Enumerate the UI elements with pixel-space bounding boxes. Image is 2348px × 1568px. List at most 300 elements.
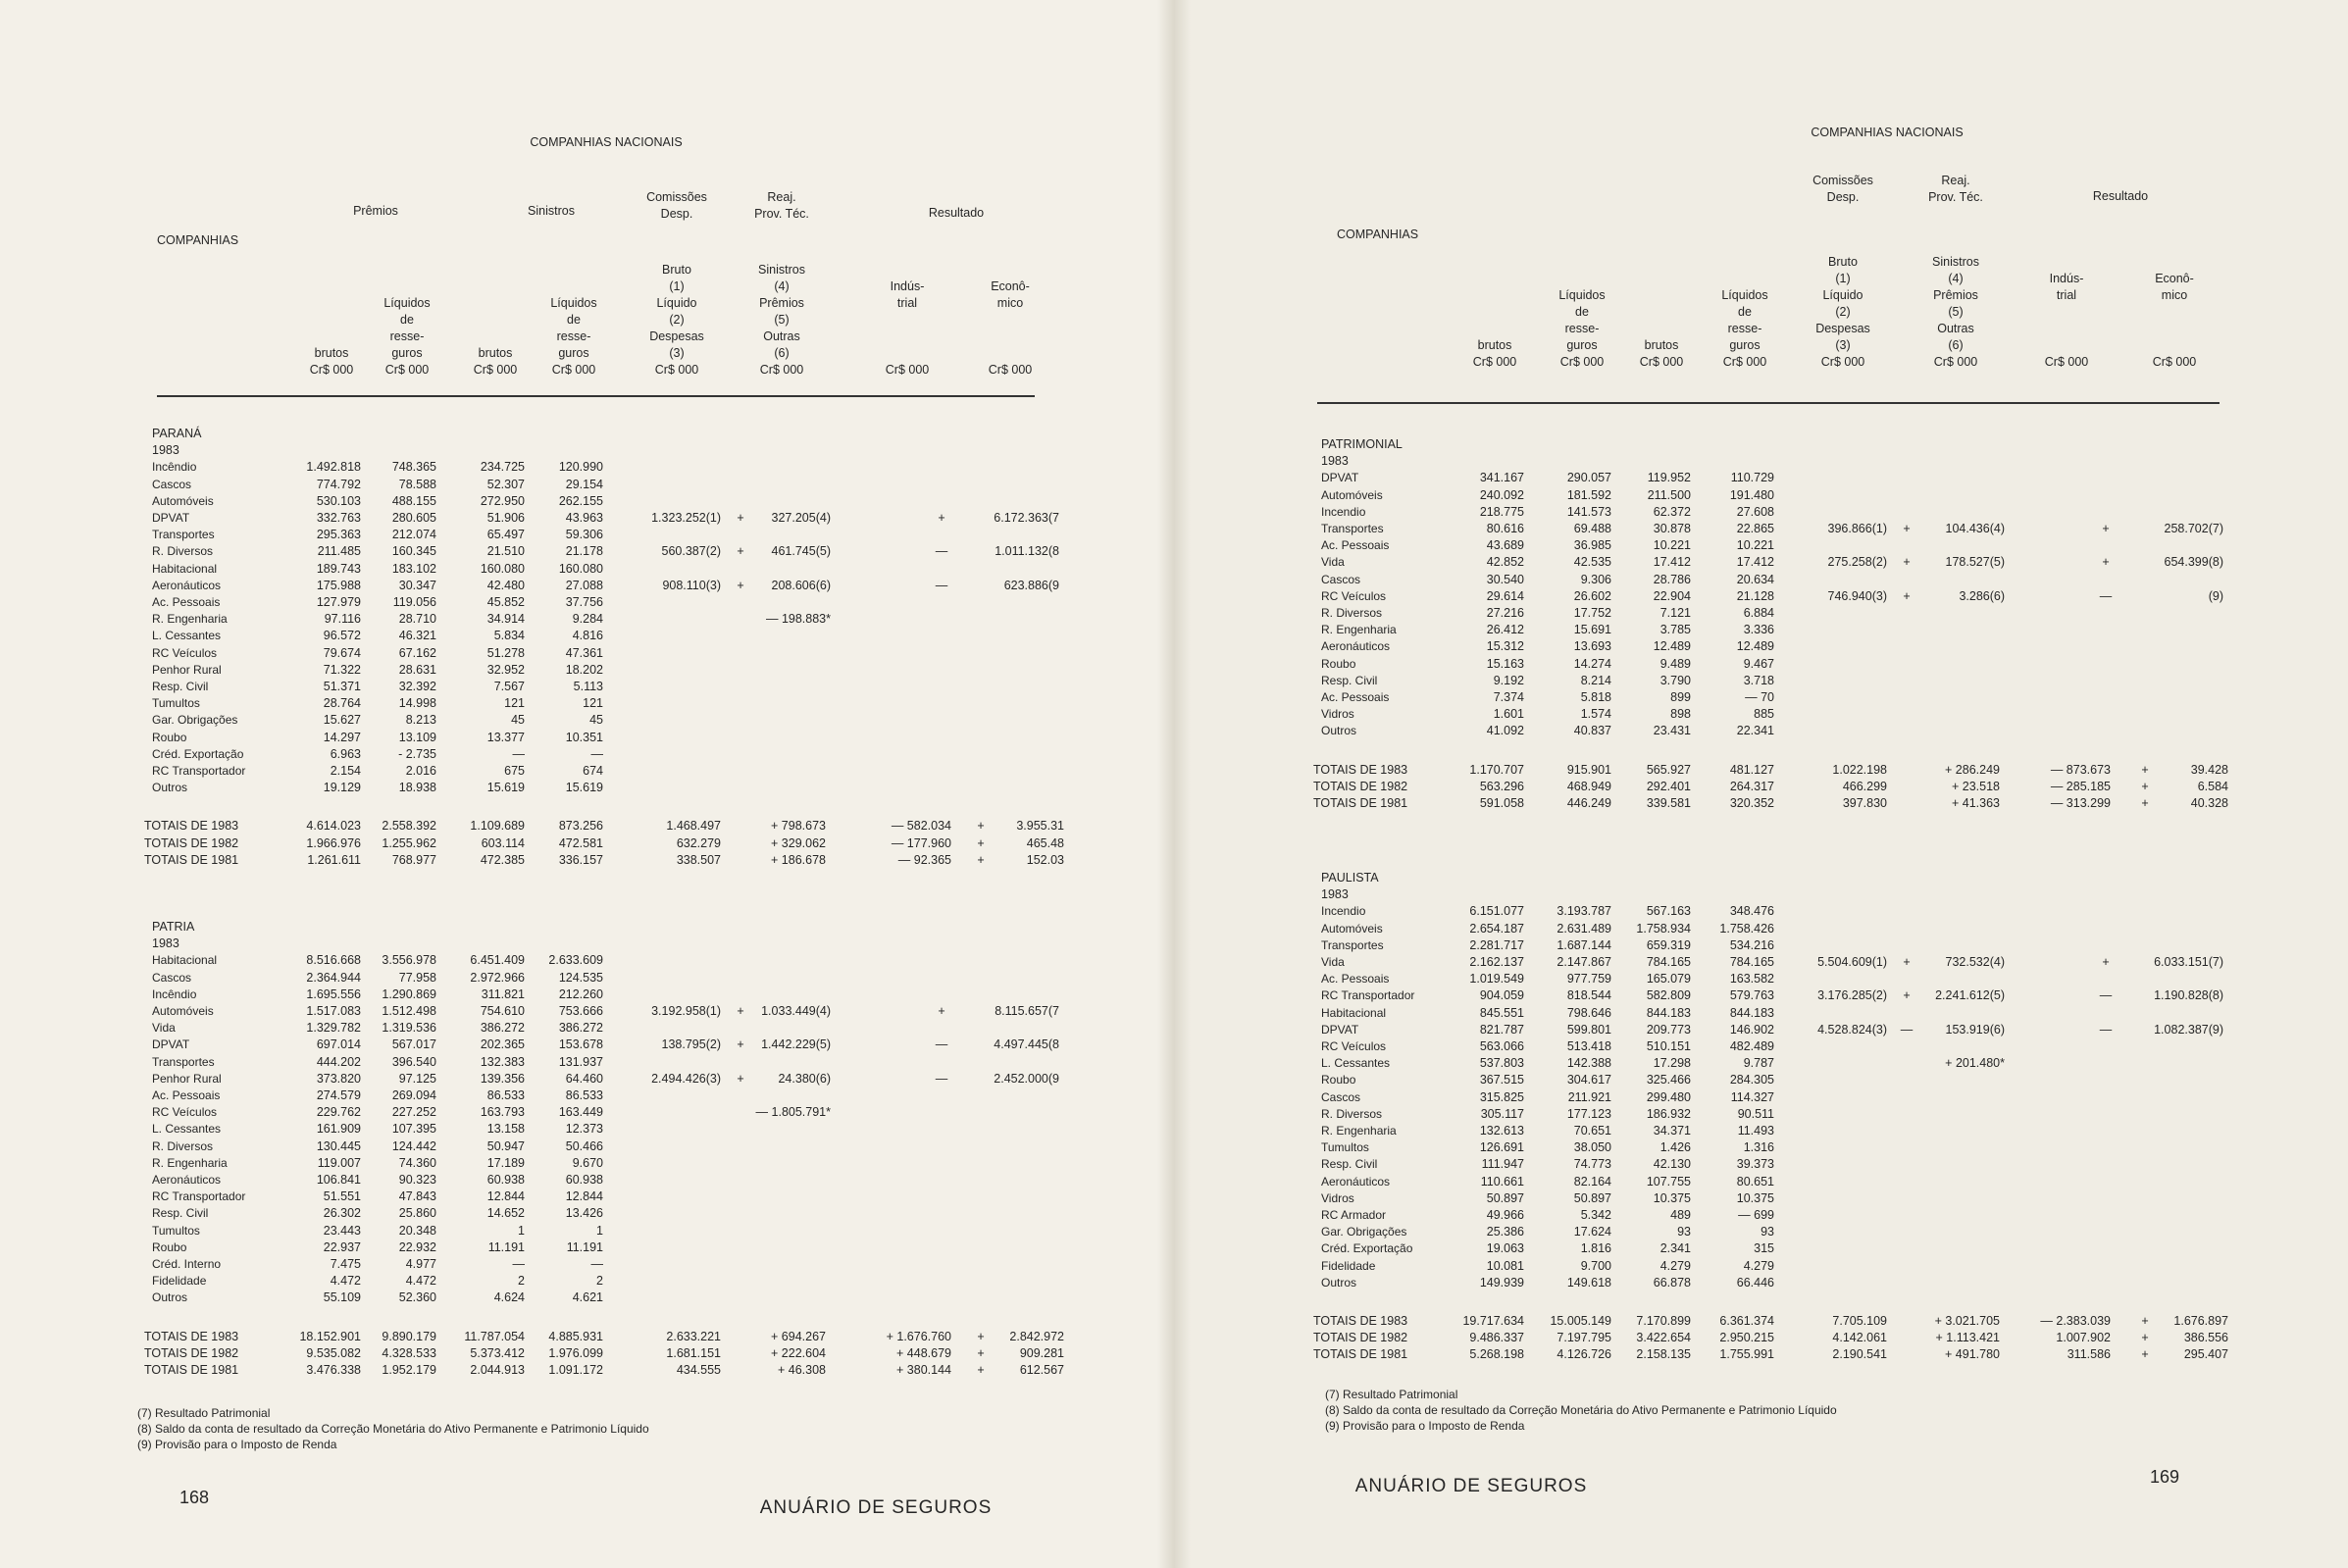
patrimonial-sign: — <box>2099 588 2113 603</box>
paulista-sinistros-liquidos: 315 <box>1754 1241 1774 1256</box>
parana-row-label: RC Veículos <box>152 645 218 660</box>
brand-footer: ANUÁRIO DE SEGUROS <box>759 1497 993 1518</box>
patrimonial-row-label: R. Engenharia <box>1321 623 1397 637</box>
patrimonial-reaj-value: 3.286(6) <box>1959 588 2005 603</box>
patria-totals-value: 1.976.099 <box>548 1345 603 1360</box>
parana-sinistros-liquidos: 262.155 <box>558 493 603 508</box>
paulista-totals-label: TOTAIS DE 1981 <box>1313 1347 1408 1362</box>
parana-totals-value: 603.114 <box>481 835 525 850</box>
parana-sign: + <box>737 544 744 559</box>
sinistros-prov-header: Sinistros (4) Prêmios (5) Outras (6) Cr$ 000 <box>1932 255 1979 369</box>
patrimonial-company-name: PATRIMONIAL <box>1321 437 1403 451</box>
paulista-premios-brutos: 821.787 <box>1479 1022 1524 1037</box>
parana-sinistros-liquidos: 4.816 <box>572 629 603 643</box>
patrimonial-totals-value: 1.022.198 <box>1832 762 1887 777</box>
parana-totals-value: 336.157 <box>558 852 603 867</box>
patria-reaj-value: 24.380(6) <box>778 1071 831 1086</box>
paulista-economico-value: 1.190.828(8) <box>2154 988 2223 1003</box>
patria-premios-brutos: 274.579 <box>316 1088 361 1102</box>
patria-premios-liquidos: 3.556.978 <box>382 953 436 968</box>
parana-sign: — <box>935 578 948 592</box>
patria-sinistros-brutos: 50.947 <box>486 1138 525 1153</box>
parana-premios-brutos: 2.154 <box>330 764 361 778</box>
paulista-premios-brutos: 149.939 <box>1479 1275 1524 1290</box>
paulista-row-label: RC Veículos <box>1321 1039 1387 1053</box>
footnote: (9) Provisão para o Imposto de Renda <box>1325 1419 1525 1433</box>
parana-premios-liquidos: 28.631 <box>398 662 436 677</box>
patrimonial-sign: + <box>2102 522 2110 535</box>
patria-totals-value: 11.787.054 <box>464 1329 525 1343</box>
parana-totals-value: 4.614.023 <box>306 819 361 834</box>
patrimonial-sinistros-liquidos: 22.865 <box>1736 522 1774 535</box>
patrimonial-row-label: Incendio <box>1321 504 1366 519</box>
parana-premios-brutos: 51.371 <box>323 680 361 693</box>
patria-premios-brutos: 1.695.556 <box>306 986 361 1001</box>
patrimonial-sinistros-liquidos: 27.608 <box>1736 504 1774 519</box>
patria-sinistros-brutos: 202.365 <box>480 1037 525 1052</box>
patrimonial-sinistros-liquidos: 17.412 <box>1736 555 1774 570</box>
paulista-sinistros-brutos: 107.755 <box>1646 1174 1691 1189</box>
parana-economico-value: 1.011.132(8 <box>995 544 1059 559</box>
patria-totals-sign: + <box>977 1345 985 1360</box>
patrimonial-totals-value: 466.299 <box>1842 779 1887 793</box>
patrimonial-sinistros-liquidos: 191.480 <box>1729 487 1774 502</box>
paulista-premios-brutos: 49.966 <box>1486 1208 1524 1222</box>
patria-premios-brutos: 2.364.944 <box>306 970 361 985</box>
parana-totals-value: — 92.365 <box>897 852 951 867</box>
paulista-premios-liquidos: 304.617 <box>1566 1073 1611 1087</box>
patria-premios-brutos: 22.937 <box>323 1239 361 1254</box>
patria-row-label: DPVAT <box>152 1037 190 1052</box>
patrimonial-economico-value: (9) <box>2208 588 2223 603</box>
patria-premios-brutos: 130.445 <box>316 1138 361 1153</box>
paulista-row-label: Automóveis <box>1321 921 1383 936</box>
parana-sinistros-liquidos: 15.619 <box>565 781 603 795</box>
paulista-totals-value: 7.170.899 <box>1636 1314 1691 1328</box>
patrimonial-reaj-value: 178.527(5) <box>1945 555 2005 570</box>
paulista-row-label: Transportes <box>1321 937 1384 952</box>
patria-premios-brutos: 373.820 <box>316 1071 361 1086</box>
patria-totals-label: TOTAIS DE 1981 <box>144 1363 239 1377</box>
paulista-premios-liquidos: 818.544 <box>1566 988 1611 1003</box>
patria-row-label: R. Engenharia <box>152 1155 228 1170</box>
patrimonial-premios-brutos: 1.601 <box>1493 707 1524 722</box>
paulista-premios-brutos: 2.162.137 <box>1469 955 1524 969</box>
liquidos-sinistros-header: Líquidos de resse- guros Cr$ 000 <box>1721 288 1768 369</box>
patria-totals-value: 4.885.931 <box>548 1329 603 1343</box>
patria-premios-liquidos: 47.843 <box>398 1189 436 1204</box>
patria-sinistros-brutos: 2.972.966 <box>470 970 525 985</box>
patrimonial-row-label: Resp. Civil <box>1321 673 1378 687</box>
patria-sinistros-brutos: 6.451.409 <box>470 953 525 968</box>
parana-sinistros-brutos: 121 <box>504 696 525 711</box>
patria-comissao-value: 138.795(2) <box>661 1037 721 1052</box>
patrimonial-sinistros-liquidos: — 70 <box>1745 690 1774 704</box>
paulista-economico-value: 1.082.387(9) <box>2154 1022 2223 1037</box>
patria-company-name: PATRIA <box>152 920 195 934</box>
patria-sinistros-brutos: 1 <box>518 1223 525 1238</box>
paulista-totals-value: 295.407 <box>2183 1347 2228 1362</box>
sinistros-prov-header: Sinistros (4) Prêmios (5) Outras (6) Cr$ 000 <box>758 263 805 377</box>
parana-premios-brutos: 127.979 <box>316 595 361 609</box>
paulista-sinistros-liquidos: 11.493 <box>1737 1124 1774 1138</box>
parana-totals-value: 768.977 <box>391 852 436 867</box>
parana-row-label: Resp. Civil <box>152 680 209 693</box>
parana-row-label: R. Diversos <box>152 544 214 559</box>
footnote: (8) Saldo da conta de resultado da Correção Monetária do Ativo Permanente e Patrimonio Líquido <box>137 1422 649 1436</box>
parana-premios-brutos: 19.129 <box>323 781 361 795</box>
paulista-premios-brutos: 563.066 <box>1479 1039 1524 1053</box>
patrimonial-totals-value: — 873.673 <box>2050 762 2111 777</box>
parana-row-label: Créd. Exportação <box>152 746 244 761</box>
patrimonial-economico-value: 654.399(8) <box>2164 555 2223 570</box>
paulista-premios-liquidos: 50.897 <box>1573 1190 1611 1205</box>
patrimonial-sinistros-brutos: 3.790 <box>1659 673 1691 687</box>
patria-row-label: L. Cessantes <box>152 1122 222 1137</box>
patria-row-label: Automóveis <box>152 1004 214 1018</box>
patrimonial-totals-value: 6.584 <box>2197 779 2228 793</box>
paulista-sinistros-liquidos: 348.476 <box>1729 904 1774 919</box>
patria-reaj-value: 1.033.449(4) <box>761 1004 831 1018</box>
patria-sinistros-brutos: 17.189 <box>486 1155 525 1170</box>
parana-sinistros-brutos: 51.906 <box>486 511 525 525</box>
patrimonial-reaj-value: 104.436(4) <box>1945 522 2005 535</box>
paulista-premios-brutos: 904.059 <box>1479 988 1524 1003</box>
liquidos-sinistros-header: Líquidos de resse- guros Cr$ 000 <box>550 296 597 377</box>
parana-reaj-value: — 198.883* <box>765 612 831 627</box>
patrimonial-sinistros-brutos: 28.786 <box>1653 572 1691 586</box>
paulista-totals-sign: + <box>2141 1347 2149 1362</box>
paulista-sinistros-liquidos: 93 <box>1761 1225 1774 1239</box>
patrimonial-sinistros-brutos: 211.500 <box>1647 487 1691 502</box>
paulista-row-label: Aeronáuticos <box>1321 1174 1391 1189</box>
paulista-sinistros-brutos: 10.375 <box>1653 1190 1691 1205</box>
patrimonial-sinistros-brutos: 62.372 <box>1653 504 1691 519</box>
parana-totals-sign: + <box>977 819 985 834</box>
parana-sinistros-brutos: 7.567 <box>493 680 525 693</box>
parana-sinistros-brutos: 15.619 <box>486 781 525 795</box>
parana-row-label: Aeronáuticos <box>152 578 222 592</box>
patria-sinistros-brutos: 14.652 <box>486 1206 525 1221</box>
paulista-comissao-value: 4.528.824(3) <box>1817 1022 1887 1037</box>
patrimonial-totals-label: TOTAIS DE 1981 <box>1313 796 1408 810</box>
parana-row-label: Transportes <box>152 528 215 542</box>
paulista-sinistros-brutos: 186.932 <box>1646 1106 1691 1121</box>
paulista-sinistros-liquidos: — 699 <box>1738 1208 1774 1222</box>
patria-sinistros-brutos: 86.533 <box>486 1088 525 1102</box>
patria-totals-value: 5.373.412 <box>470 1345 525 1360</box>
parana-comissao-value: 560.387(2) <box>661 544 721 559</box>
parana-premios-liquidos: 30.347 <box>398 578 436 592</box>
parana-premios-brutos: 189.743 <box>316 561 361 576</box>
paulista-sinistros-brutos: 582.809 <box>1646 988 1691 1003</box>
parana-totals-value: 1.109.689 <box>470 819 525 834</box>
paulista-sinistros-liquidos: 579.763 <box>1729 988 1774 1003</box>
paulista-premios-brutos: 315.825 <box>1479 1089 1524 1104</box>
patrimonial-premios-liquidos: 8.214 <box>1580 673 1611 687</box>
patria-premios-liquidos: 4.977 <box>405 1257 436 1271</box>
parana-sinistros-liquidos: 9.284 <box>572 612 603 627</box>
patrimonial-totals-label: TOTAIS DE 1982 <box>1313 779 1408 793</box>
parana-row-label: RC Transportador <box>152 764 246 778</box>
paulista-totals-value: 7.197.795 <box>1557 1331 1611 1345</box>
companhias-header: COMPANHIAS <box>157 233 239 247</box>
footnote: (8) Saldo da conta de resultado da Correção Monetária do Ativo Permanente e Patrimonio Líquido <box>1325 1403 1837 1417</box>
patrimonial-premios-liquidos: 14.274 <box>1573 656 1611 671</box>
patria-totals-value: 909.281 <box>1019 1345 1064 1360</box>
parana-premios-liquidos: 183.102 <box>391 561 436 576</box>
patria-totals-label: TOTAIS DE 1982 <box>144 1345 239 1360</box>
parana-reaj-value: 327.205(4) <box>771 511 831 525</box>
paulista-sinistros-liquidos: 66.446 <box>1736 1275 1774 1290</box>
patrimonial-sign: + <box>2102 555 2110 570</box>
patrimonial-premios-brutos: 9.192 <box>1493 673 1524 687</box>
paulista-sinistros-liquidos: 482.489 <box>1729 1039 1774 1053</box>
paulista-totals-sign: + <box>2141 1331 2149 1345</box>
patria-premios-liquidos: 1.290.869 <box>382 986 436 1001</box>
parana-totals-value: + 329.062 <box>771 835 826 850</box>
paulista-premios-brutos: 19.063 <box>1486 1241 1524 1256</box>
parana-totals-value: 3.955.31 <box>1016 819 1064 834</box>
patrimonial-totals-value: 446.249 <box>1566 796 1611 810</box>
patrimonial-totals-value: 915.901 <box>1566 762 1611 777</box>
parana-premios-brutos: 774.792 <box>316 477 361 491</box>
parana-totals-label: TOTAIS DE 1981 <box>144 852 239 867</box>
paulista-totals-value: — 2.383.039 <box>2040 1314 2111 1328</box>
parana-totals-value: 1.255.962 <box>382 835 436 850</box>
patria-premios-liquidos: 1.512.498 <box>382 1004 436 1018</box>
patria-sinistros-liquidos: 86.533 <box>565 1088 603 1102</box>
paulista-sinistros-brutos: 209.773 <box>1646 1022 1691 1037</box>
patria-sinistros-brutos: 754.610 <box>480 1004 525 1018</box>
patrimonial-row-label: Vida <box>1321 555 1345 570</box>
parana-sinistros-liquidos: 29.154 <box>565 477 603 491</box>
patrimonial-sinistros-brutos: 17.412 <box>1653 555 1691 570</box>
patrimonial-sinistros-brutos: 899 <box>1670 690 1691 704</box>
paulista-sinistros-brutos: 1.758.934 <box>1636 921 1691 936</box>
paulista-premios-liquidos: 149.618 <box>1566 1275 1611 1290</box>
parana-row-label: R. Engenharia <box>152 612 228 627</box>
paulista-sinistros-brutos: 299.480 <box>1646 1089 1691 1104</box>
patria-sign: + <box>737 1004 744 1018</box>
paulista-year: 1983 <box>1321 887 1349 902</box>
parana-economico-value: 623.886(9 <box>1003 578 1059 592</box>
parana-sinistros-liquidos: 10.351 <box>565 730 603 744</box>
patrimonial-row-label: R. Diversos <box>1321 606 1383 620</box>
paulista-row-label: R. Engenharia <box>1321 1124 1397 1138</box>
parana-premios-liquidos: 280.605 <box>391 511 436 525</box>
patria-sinistros-brutos: 60.938 <box>486 1173 525 1187</box>
patria-premios-liquidos: 124.442 <box>391 1138 436 1153</box>
patria-premios-liquidos: 52.360 <box>398 1290 436 1305</box>
patria-sinistros-liquidos: 4.621 <box>572 1290 603 1305</box>
patria-premios-brutos: 4.472 <box>330 1274 361 1289</box>
paulista-premios-brutos: 10.081 <box>1486 1258 1524 1273</box>
patrimonial-year: 1983 <box>1321 454 1349 469</box>
patrimonial-totals-value: 591.058 <box>1479 796 1524 810</box>
paulista-sinistros-brutos: 844.183 <box>1646 1005 1691 1020</box>
patrimonial-totals-value: + 41.363 <box>1951 796 2000 810</box>
parana-year: 1983 <box>152 443 179 458</box>
patria-premios-liquidos: 25.860 <box>398 1206 436 1221</box>
paulista-sinistros-brutos: 165.079 <box>1646 972 1691 986</box>
paulista-totals-value: 1.676.897 <box>2173 1314 2228 1328</box>
brand-footer: ANUÁRIO DE SEGUROS <box>1354 1476 1588 1496</box>
paulista-totals-value: + 3.021.705 <box>1934 1314 2000 1328</box>
paulista-premios-liquidos: 977.759 <box>1566 972 1611 986</box>
patria-sinistros-brutos: 139.356 <box>480 1071 525 1086</box>
parana-sign: + <box>938 511 945 525</box>
parana-row-label: Gar. Obrigações <box>152 713 238 728</box>
patrimonial-row-label: Aeronáuticos <box>1321 639 1391 654</box>
parana-sinistros-brutos: 21.510 <box>486 544 525 559</box>
paulista-premios-brutos: 2.654.187 <box>1469 921 1524 936</box>
patrimonial-premios-brutos: 80.616 <box>1486 522 1524 535</box>
paulista-totals-value: 2.190.541 <box>1832 1347 1887 1362</box>
patria-sinistros-liquidos: 753.666 <box>558 1004 603 1018</box>
patrimonial-sinistros-liquidos: 21.128 <box>1736 588 1774 603</box>
patria-row-label: Vida <box>152 1021 176 1036</box>
sinistros-header: Sinistros <box>528 204 575 218</box>
paulista-sinistros-brutos: 42.130 <box>1653 1157 1691 1172</box>
paulista-totals-value: 19.717.634 <box>1462 1314 1524 1328</box>
paulista-premios-liquidos: 17.624 <box>1573 1225 1611 1239</box>
parana-sinistros-brutos: 42.480 <box>486 578 525 592</box>
patria-totals-value: 9.535.082 <box>306 1345 361 1360</box>
parana-premios-brutos: 6.963 <box>330 746 361 761</box>
parana-sinistros-brutos: 52.307 <box>486 477 525 491</box>
patria-totals-label: TOTAIS DE 1983 <box>144 1329 239 1343</box>
paulista-sinistros-brutos: 4.279 <box>1659 1258 1691 1273</box>
patria-sinistros-liquidos: 13.426 <box>565 1206 603 1221</box>
patrimonial-totals-value: 468.949 <box>1566 779 1611 793</box>
patria-premios-brutos: 1.517.083 <box>306 1004 361 1018</box>
parana-totals-value: + 186.678 <box>771 852 826 867</box>
bruto-despesas-header: Bruto (1) Líquido (2) Despesas (3) Cr$ 000 <box>1815 255 1870 369</box>
patrimonial-premios-liquidos: 9.306 <box>1580 572 1611 586</box>
paulista-row-label: Ac. Pessoais <box>1321 972 1390 986</box>
patria-sinistros-brutos: — <box>512 1257 525 1271</box>
patria-totals-sign: + <box>977 1329 985 1343</box>
patrimonial-sinistros-liquidos: 6.884 <box>1743 606 1774 620</box>
patria-totals-value: 2.044.913 <box>470 1363 525 1377</box>
paulista-premios-liquidos: 2.147.867 <box>1557 955 1611 969</box>
patria-totals-value: 2.842.972 <box>1009 1329 1064 1343</box>
patrimonial-totals-value: + 23.518 <box>1951 779 2000 793</box>
patrimonial-premios-liquidos: 26.602 <box>1573 588 1611 603</box>
patria-sinistros-liquidos: 124.535 <box>558 970 603 985</box>
paulista-premios-brutos: 110.661 <box>1480 1174 1524 1189</box>
parana-economico-value: 6.172.363(7 <box>994 511 1059 525</box>
patria-comissao-value: 3.192.958(1) <box>651 1004 721 1018</box>
patria-economico-value: 2.452.000(9 <box>994 1071 1059 1086</box>
patria-sinistros-brutos: 4.624 <box>493 1290 525 1305</box>
parana-totals-value: 465.48 <box>1026 835 1064 850</box>
patria-premios-brutos: 26.302 <box>323 1206 361 1221</box>
paulista-row-label: DPVAT <box>1321 1022 1359 1037</box>
patria-row-label: Aeronáuticos <box>152 1173 222 1187</box>
premios-header: Prêmios <box>353 204 398 218</box>
patria-sinistros-brutos: 2 <box>518 1274 525 1289</box>
parana-sinistros-brutos: 32.952 <box>486 662 525 677</box>
paulista-row-label: Vida <box>1321 955 1345 969</box>
parana-row-label: Tumultos <box>152 696 200 711</box>
patria-sinistros-brutos: 132.383 <box>480 1054 525 1069</box>
patria-premios-brutos: 229.762 <box>316 1105 361 1120</box>
paulista-premios-liquidos: 74.773 <box>1573 1157 1611 1172</box>
parana-premios-brutos: 211.485 <box>317 544 361 559</box>
patria-premios-brutos: 55.109 <box>323 1290 361 1305</box>
paulista-comissao-value: 5.504.609(1) <box>1817 955 1887 969</box>
patria-totals-value: 434.555 <box>676 1363 721 1377</box>
parana-premios-brutos: 15.627 <box>323 713 361 728</box>
parana-sinistros-brutos: 51.278 <box>486 645 525 660</box>
patria-sinistros-brutos: 386.272 <box>480 1021 525 1036</box>
parana-premios-brutos: 332.763 <box>316 511 361 525</box>
paulista-sinistros-liquidos: 163.582 <box>1729 972 1774 986</box>
parana-totals-sign: + <box>977 852 985 867</box>
patrimonial-totals-value: 397.830 <box>1842 796 1887 810</box>
parana-sinistros-liquidos: 21.178 <box>565 544 603 559</box>
parana-totals-value: 632.279 <box>676 835 721 850</box>
patria-premios-liquidos: 77.958 <box>398 970 436 985</box>
patria-sinistros-liquidos: 163.449 <box>558 1105 603 1120</box>
patrimonial-premios-brutos: 41.092 <box>1486 724 1524 738</box>
patria-row-label: Incêndio <box>152 986 197 1001</box>
patria-row-label: Habitacional <box>152 953 218 968</box>
patria-sinistros-brutos: 311.821 <box>481 986 525 1001</box>
parana-sinistros-brutos: 65.497 <box>486 528 525 542</box>
companhias-header: COMPANHIAS <box>1337 228 1419 241</box>
patria-totals-value: + 380.144 <box>896 1363 951 1377</box>
paulista-premios-brutos: 305.117 <box>1480 1106 1524 1121</box>
paulista-sign: + <box>2102 955 2110 969</box>
patria-totals-value: + 694.267 <box>771 1329 826 1343</box>
paulista-totals-value: 9.486.337 <box>1469 1331 1524 1345</box>
paulista-sinistros-brutos: 66.878 <box>1653 1275 1691 1290</box>
industrial-header: Indús- trial Cr$ 000 <box>885 279 930 377</box>
patrimonial-row-label: Vidros <box>1321 707 1354 722</box>
patria-premios-liquidos: 74.360 <box>398 1155 436 1170</box>
paulista-row-label: RC Transportador <box>1321 988 1415 1003</box>
paulista-sinistros-brutos: 93 <box>1677 1225 1691 1239</box>
parana-premios-liquidos: 67.162 <box>398 645 436 660</box>
parana-row-label: Penhor Rural <box>152 662 222 677</box>
parana-sinistros-brutos: 45 <box>511 713 525 728</box>
paulista-sign: — <box>2099 988 2113 1003</box>
patrimonial-totals-value: 40.328 <box>2190 796 2228 810</box>
parana-row-label: Outros <box>152 781 188 795</box>
patrimonial-sinistros-liquidos: 3.718 <box>1743 673 1774 687</box>
paulista-totals-value: + 1.113.421 <box>1935 1331 2000 1345</box>
patrimonial-totals-sign: + <box>2141 762 2149 777</box>
patria-sign: — <box>935 1071 948 1086</box>
brutos-header: brutos Cr$ 000 <box>309 346 354 377</box>
parana-sinistros-liquidos: 59.306 <box>565 528 603 542</box>
parana-totals-value: 2.558.392 <box>382 819 436 834</box>
parana-premios-liquidos: 18.938 <box>398 781 436 795</box>
paulista-sinistros-liquidos: 10.375 <box>1736 1190 1774 1205</box>
patria-comissao-value: 2.494.426(3) <box>651 1071 721 1086</box>
parana-premios-liquidos: 8.213 <box>405 713 436 728</box>
parana-row-label: Roubo <box>152 730 187 744</box>
paulista-sign: — <box>2099 1022 2113 1037</box>
paulista-sinistros-brutos: 489 <box>1670 1208 1691 1222</box>
patria-premios-liquidos: 4.472 <box>405 1274 436 1289</box>
parana-comissao-value: 908.110(3) <box>662 578 721 592</box>
patrimonial-sinistros-liquidos: 12.489 <box>1736 639 1774 654</box>
paulista-row-label: R. Diversos <box>1321 1106 1383 1121</box>
